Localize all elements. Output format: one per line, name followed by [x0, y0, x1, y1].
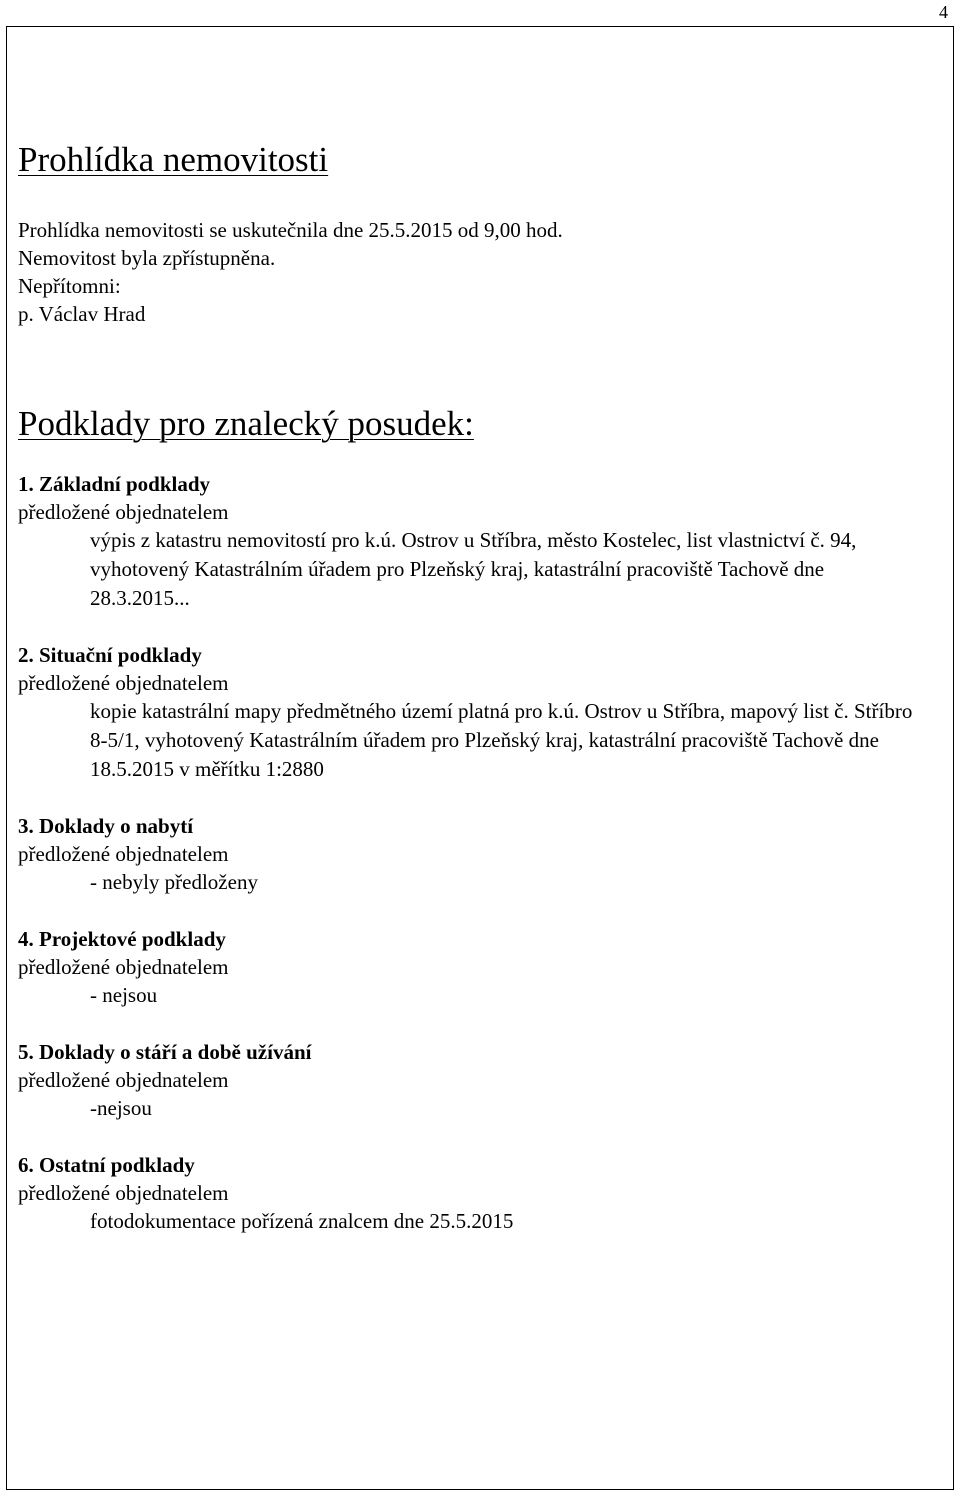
section-body: kopie katastrální mapy předmětného území platná pro k.ú. Ostrov u Stříbra, mapový list č. Stříbro 8-5/1, vyhotovený Katastrálním úřadem pro Plzeňský kraj, katastrální pracoviště Tachově dne 18.5.2015 v měřítku 1:2880 [90, 699, 913, 781]
inspection-absent-person: p. Václav Hrad [18, 302, 146, 326]
basis-section-age [18, 1038, 938, 1123]
document-content [18, 140, 938, 1264]
section-title: 5. Doklady o stáří a době užívání [18, 1040, 312, 1064]
basis-section-basic [18, 470, 938, 613]
basis-section-acquisition [18, 812, 938, 897]
section-body: -nejsou [90, 1096, 152, 1120]
section-body: výpis z katastru nemovitostí pro k.ú. Ostrov u Stříbra, město Kostelec, list vlastnictví č. 94, vyhotovený Katastrálním úřadem pro Plzeňský kraj, katastrální pracoviště Tachově dne 28.3.2015... [90, 528, 857, 610]
section-title: 2. Situační podklady [18, 643, 202, 667]
section-title: 6. Ostatní podklady [18, 1153, 195, 1177]
section-source: předložené objednatelem [18, 500, 229, 524]
section-source: předložené objednatelem [18, 955, 229, 979]
inspection-absent-label: Nepřítomni: [18, 274, 121, 298]
inspection-details [18, 216, 938, 328]
basis-heading: Podklady pro znalecký posudek: [18, 404, 474, 443]
section-title: 1. Základní podklady [18, 472, 211, 496]
section-source: předložené objednatelem [18, 1181, 229, 1205]
section-source: předložené objednatelem [18, 842, 229, 866]
section-source: předložené objednatelem [18, 1068, 229, 1092]
basis-section-project [18, 925, 938, 1010]
basis-sections [18, 470, 938, 1236]
inspection-date-line: Prohlídka nemovitosti se uskutečnila dne 25.5.2015 od 9,00 hod. [18, 218, 563, 242]
section-title: 4. Projektové podklady [18, 927, 226, 951]
inspection-heading: Prohlídka nemovitosti [18, 140, 329, 179]
section-source: předložené objednatelem [18, 671, 229, 695]
basis-section-other [18, 1151, 938, 1236]
section-body: - nejsou [90, 983, 158, 1007]
inspection-access-line: Nemovitost byla zpřístupněna. [18, 246, 276, 270]
section-body: - nebyly předloženy [90, 870, 258, 894]
section-title: 3. Doklady o nabytí [18, 814, 194, 838]
basis-section-situation [18, 641, 938, 784]
page-number: 4 [939, 2, 948, 22]
section-body: fotodokumentace pořízená znalcem dne 25.5.2015 [90, 1209, 514, 1233]
